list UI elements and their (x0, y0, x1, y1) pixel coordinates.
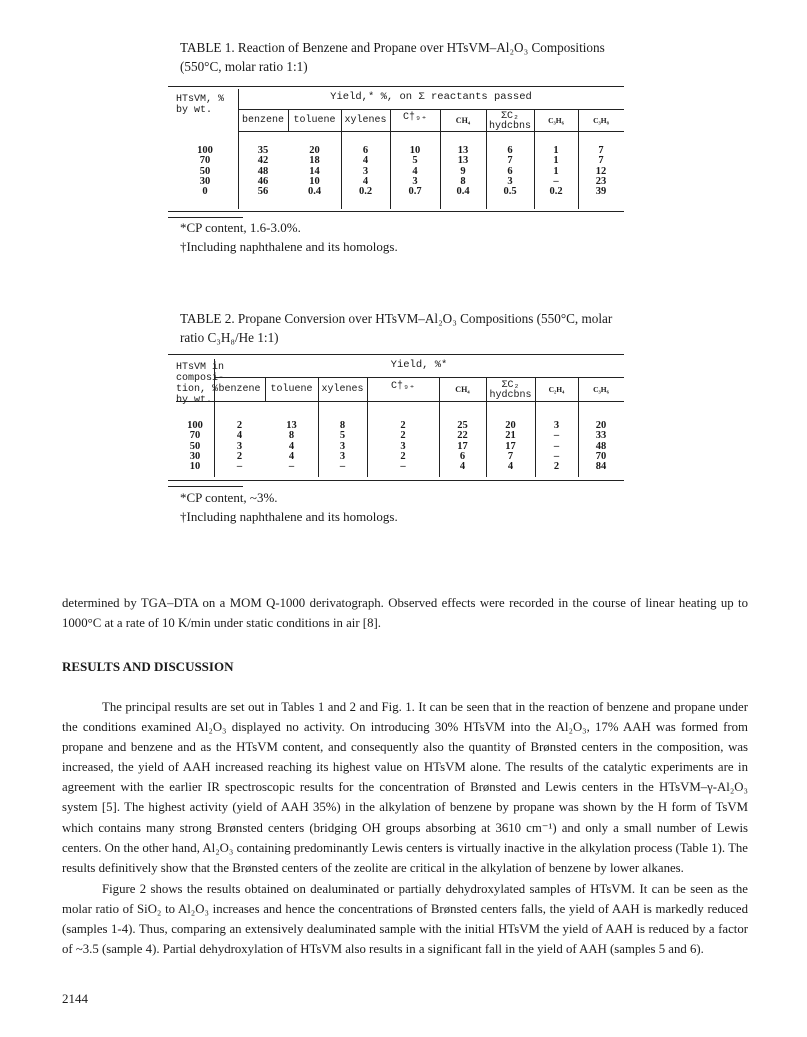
table-cell: 25 (457, 420, 468, 431)
table-cell: 2 (236, 420, 243, 431)
table1-column-2 (288, 146, 341, 197)
table-cell: 6 (459, 450, 466, 462)
table-cell: – (553, 450, 560, 462)
table-cell: 1 (553, 145, 559, 156)
table-cell: – (288, 461, 295, 473)
table-cell: 0.7 (408, 186, 422, 198)
table-cell: 13 (457, 145, 469, 156)
table-cell: 3 (236, 440, 243, 452)
table-cell: 2 (400, 430, 406, 442)
table-cell: 7 (507, 155, 513, 167)
table-cell: 12 (595, 165, 607, 177)
table-cell: 3 (507, 175, 513, 187)
table2-column-0 (176, 421, 214, 472)
table1-column-1 (238, 146, 288, 197)
table2-col-toluene: toluene (270, 384, 313, 395)
table-cell: 3 (412, 175, 418, 187)
table-cell: – (553, 440, 560, 452)
table2-footnote-naphthalene: †Including naphthalene and its homologs. (180, 509, 398, 524)
table2-column-5 (439, 421, 486, 472)
table1-col-c2: ΣC₂ hydcbns (488, 111, 531, 132)
table2-col-xylenes: xylenes (321, 384, 364, 395)
table-cell: 13 (457, 155, 469, 167)
table1-column-3 (341, 146, 390, 197)
table1-column-7 (534, 146, 578, 197)
table-cell: 100 (187, 420, 203, 431)
table-cell: 4 (362, 155, 369, 167)
table-cell: 3 (362, 165, 369, 177)
table2-col-c3h6: C₃H₆ (593, 385, 609, 394)
table-cell: 13 (286, 420, 297, 431)
paragraph-principal-results-text: The principal results are set out in Tables 1 and 2 and Fig. 1. It can be seen that in the reaction of benzene and propane under the conditions examined Al₂O₃ displayed no activity. On introducing 30% HTsVM into the Al₂O₃, 17% AAH was formed from propane and benzene and as the HTsVM content, and consequently also the quantity of Brønsted centers in the composition, was increased, the yield of AAH increased reaching its highest value on HTsVM alone. The results of the catalytic experiments are in agreement with the earlier IR spectroscopic results for the concentration of Brønsted and Lewis centers in the HTsVM–γ-Al₂O₃ system [5]. The highest activity (yield of AAH 35%) in the alkylation of benzene by propane was shown by the H form of TsVM which contains many strong Brønsted centers (bridging OH groups absorbing at 3610 cm⁻¹) and only a small number of Lewis centers. On the other hand, Al₂O₃ containing predominantly Lewis centers is virtually inactive in the alkylation process (Table 1). The results definitively show that the Brønsted centers of the zeolite are critical in the alkylation of benzene by lower alkanes. (62, 700, 748, 875)
table-cell: 6 (507, 145, 513, 156)
table-cell: 35 (257, 145, 269, 156)
paragraph-tga-dta (62, 593, 748, 633)
table-cell: 20 (505, 420, 516, 431)
table-cell: 39 (595, 186, 607, 198)
table2-col-c2h4: C₂H₄ (548, 385, 565, 394)
table1-row-header: HTsVM, % by wt. (176, 94, 225, 116)
table-cell: 30 (199, 175, 211, 187)
table-cell: 0.5 (503, 186, 517, 198)
table-cell: 33 (595, 430, 607, 442)
table-cell: 48 (595, 440, 607, 452)
table-cell: 48 (257, 165, 269, 177)
table-cell: 50 (199, 165, 211, 177)
table2-column-1 (214, 421, 265, 472)
table-cell: 0.4 (456, 186, 470, 198)
table-cell: 23 (595, 175, 607, 187)
table-cell: 46 (257, 175, 269, 187)
table-cell: 8 (288, 430, 295, 442)
section-heading: RESULTS AND DISCUSSION (62, 659, 234, 674)
table1-col-ch4: CH₄ (455, 116, 471, 125)
table1-col-xylenes: xylenes (344, 115, 387, 126)
table-cell: 20 (309, 145, 320, 156)
table2-column-6 (486, 421, 535, 472)
table1-column-8 (578, 146, 624, 197)
table-cell: – (236, 461, 243, 473)
table2-col-benzene: benzene (218, 384, 261, 395)
table-cell: 3 (339, 440, 346, 452)
table1-col-toluene: toluene (293, 115, 336, 126)
table-cell: 14 (309, 165, 320, 177)
table-cell: 22 (457, 430, 468, 442)
table2-column-8 (578, 421, 624, 472)
paragraph-figure2 (62, 879, 748, 959)
table-cell: 2 (236, 450, 243, 462)
table-cell: 6 (362, 145, 369, 156)
table-cell: – (553, 175, 559, 187)
table2 (168, 354, 624, 481)
table-cell: 1 (553, 165, 559, 177)
table-cell: 7 (598, 155, 604, 167)
table-cell: – (553, 430, 560, 442)
table-cell: 8 (460, 175, 466, 187)
table2-column-4 (367, 421, 439, 472)
table-cell: 100 (197, 145, 213, 156)
table-cell: 17 (505, 440, 516, 452)
table-cell: 20 (595, 420, 607, 431)
table1-caption-line1: TABLE 1. Reaction of Benzene and Propane over HTsVM–Al₂O₃ Compositions (180, 40, 605, 55)
table-cell: 3 (339, 450, 346, 462)
table2-caption-line2: ratio C₃H₈/He 1:1) (180, 330, 279, 345)
table2-column-2 (265, 421, 318, 472)
table2-footnote-cp: *CP content, ~3%. (180, 490, 278, 505)
table-cell: 84 (595, 461, 607, 473)
paragraph-principal-results (62, 697, 748, 878)
table-cell: 3 (553, 420, 560, 431)
table2-caption-line1: TABLE 2. Propane Conversion over HTsVM–Al₂O₃ Compositions (550°C, molar (180, 311, 613, 326)
page-number: 2144 (62, 991, 88, 1006)
table2-row-header: HTsVM in composi- tion, % by wt. (176, 362, 225, 406)
table2-column-7 (535, 421, 578, 472)
table-cell: 70 (199, 155, 211, 167)
table1-col-benzene: benzene (241, 115, 284, 126)
table-cell: 7 (598, 145, 604, 156)
table-cell: 5 (339, 430, 346, 442)
paragraph-figure2-text: Figure 2 shows the results obtained on dealuminated or partially dehydroxylated samples of HTsVM. It can be seen as the molar ratio of SiO₂ to Al₂O₃ increases and hence the concentrations of Brønsted centers falls, the yield of AAH is markedly reduced (samples 1-4). Thus, comparing an extensively dealuminated sample with the initial HTsVM the yield of AAH is reduced by a factor of ~3.5 (sample 4). Partial dehydroxylation of HTsVM also results in a significant fall in the yield of AAH (samples 5 and 6). (62, 882, 748, 957)
table2-caption (180, 309, 650, 347)
table-cell: – (339, 461, 346, 473)
table2-column-3 (318, 421, 367, 472)
table1-column-5 (440, 146, 486, 197)
table1 (168, 86, 624, 212)
table1-span-header: Yield,* %, on Σ reactants passed (330, 91, 532, 103)
table-cell: 7 (507, 450, 514, 462)
table-cell: 4 (412, 165, 418, 177)
table-cell: 70 (189, 430, 201, 442)
table-cell: 17 (457, 440, 468, 452)
table-cell: 3 (400, 440, 406, 452)
table-cell: 30 (189, 450, 201, 462)
table-cell: 50 (189, 440, 201, 452)
table2-span-header: Yield, %* (390, 359, 448, 371)
table-cell: 70 (595, 450, 607, 462)
table1-footnote-naphthalene: †Including naphthalene and its homologs. (180, 239, 398, 254)
table-cell: 0.4 (307, 186, 322, 198)
table1-column-4 (390, 146, 440, 197)
table1-caption (180, 38, 650, 76)
table-cell: 10 (189, 461, 201, 473)
table-cell: 5 (412, 155, 418, 167)
table-cell: 2 (400, 450, 406, 462)
table-cell: 56 (257, 186, 269, 198)
table-cell: – (400, 461, 406, 473)
table1-col-c3h8: C₃H₈ (593, 116, 609, 125)
table-cell: 4 (236, 430, 243, 442)
table-cell: 2 (400, 420, 406, 431)
table1-column-0 (182, 146, 228, 197)
table-cell: 10 (309, 175, 320, 187)
table2-col-c2: ΣC₂ hydcbns (489, 380, 532, 401)
table-cell: 21 (505, 430, 516, 442)
paragraph-tga-dta-text: determined by TGA–DTA on a MOM Q-1000 derivatograph. Observed effects were recorded in the course of linear heating up to 1000°C at a rate of 10 K/min under static conditions in air [8]. (62, 596, 748, 631)
table-cell: 0 (202, 186, 208, 198)
table2-col-ch4: CH₄ (455, 385, 470, 394)
table2-col-c9: C†₉₊ (390, 381, 416, 392)
table-cell: 4 (288, 440, 295, 452)
table1-col-c3h6: C₃H₆ (548, 116, 564, 125)
table-cell: 4 (507, 461, 514, 473)
table-cell: 4 (362, 175, 369, 187)
table-cell: 4 (459, 461, 466, 473)
table-cell: 9 (460, 165, 466, 177)
table1-caption-line2: (550°C, molar ratio 1:1) (180, 59, 308, 74)
table-cell: 0.2 (549, 186, 563, 198)
table1-footnote-cp: *CP content, 1.6-3.0%. (180, 220, 301, 235)
table1-col-c9: C†₉₊ (402, 112, 428, 123)
table-cell: 4 (288, 450, 295, 462)
table-cell: 0.2 (358, 186, 373, 198)
table-cell: 1 (553, 155, 559, 167)
table-cell: 2 (553, 461, 560, 473)
table-cell: 8 (339, 420, 346, 431)
table1-column-6 (486, 146, 534, 197)
table-cell: 42 (257, 155, 269, 167)
table-cell: 6 (507, 165, 513, 177)
table-cell: 18 (309, 155, 320, 167)
table-cell: 10 (409, 145, 421, 156)
